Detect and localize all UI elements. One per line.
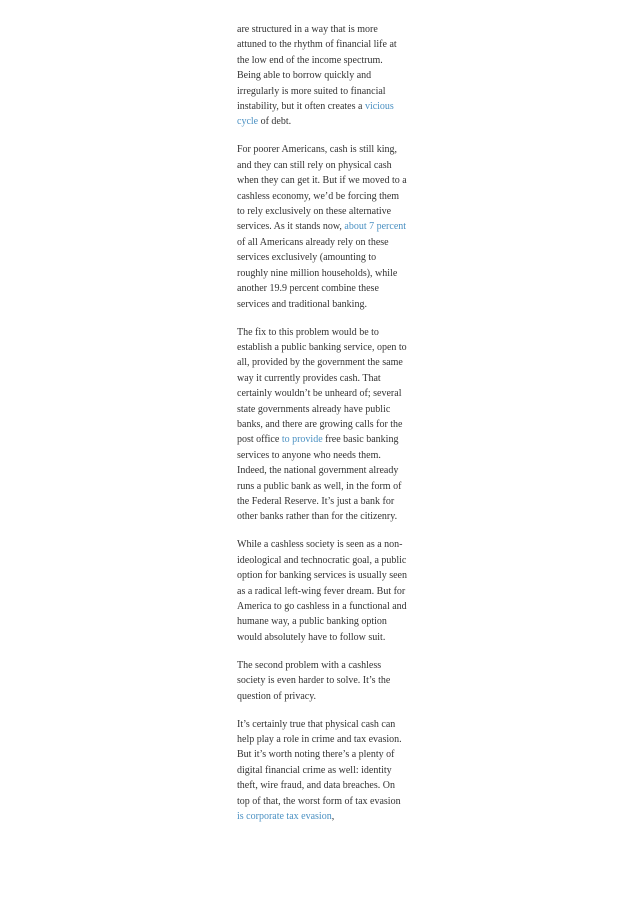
text: The second problem with a cashless society is even harder to solve. It’s the question of privacy. (237, 659, 391, 702)
text: For poorer Americans, cash is still king, and they can still rely on physical cash when they can get it. But if we moved to a cashless economy, we’d be forcing them to rely exclusively on these alternative services. As it stands now, (237, 144, 407, 233)
paragraph (237, 658, 407, 704)
text: , (331, 811, 335, 823)
paragraph (237, 22, 407, 130)
text: It’s certainly true that physical cash can help play a role in crime and tax evasion. But it’s worth noting there’s a plenty of digital financial crime as well: identity theft, wire fraud, and data breaches. On top of that, the worst form of tax evasion (237, 718, 402, 807)
text: of debt. (258, 116, 292, 128)
link-to-provide[interactable]: to provide (281, 434, 323, 446)
text: are structured in a way that is more attuned to the rhythm of financial life at the low end of the income spectrum. Being able to borrow quickly and irregularly is more suited to financial instability, but it often creates a (237, 24, 397, 113)
paragraph (237, 717, 407, 825)
link-about-7-percent[interactable]: about 7 percent (344, 221, 407, 233)
text: While a cashless society is seen as a non-ideological and technocratic goal, a public option for banking services is usually seen as a radical left-wing fever dream. But for America to go cashless in a functional and humane way, a public banking option would absolutely have to follow suit. (237, 539, 407, 643)
paragraph (237, 142, 407, 311)
paragraph (237, 537, 407, 645)
text: free basic banking services to anyone who needs them. Indeed, the national government already runs a public bank as well, in the form of the Federal Reserve. It’s just a bank for other banks rather than for the citizenry. (237, 434, 402, 523)
text: of all Americans already rely on these services exclusively (amounting to roughly nine million households), while another 19.9 percent combine these services and traditional banking. (237, 236, 398, 310)
article-body (237, 22, 407, 837)
paragraph (237, 325, 407, 525)
text: The fix to this problem would be to establish a public banking service, open to all, provided by the government the same way it currently provides cash. That certainly wouldn’t be unheard of; several state governments already have public banks, and there are growing calls for the post office (237, 326, 407, 446)
link-corporate-tax-evasion[interactable]: is corporate tax evasion (237, 811, 332, 823)
link-vicious-cycle[interactable]: vicious cycle (237, 101, 394, 128)
